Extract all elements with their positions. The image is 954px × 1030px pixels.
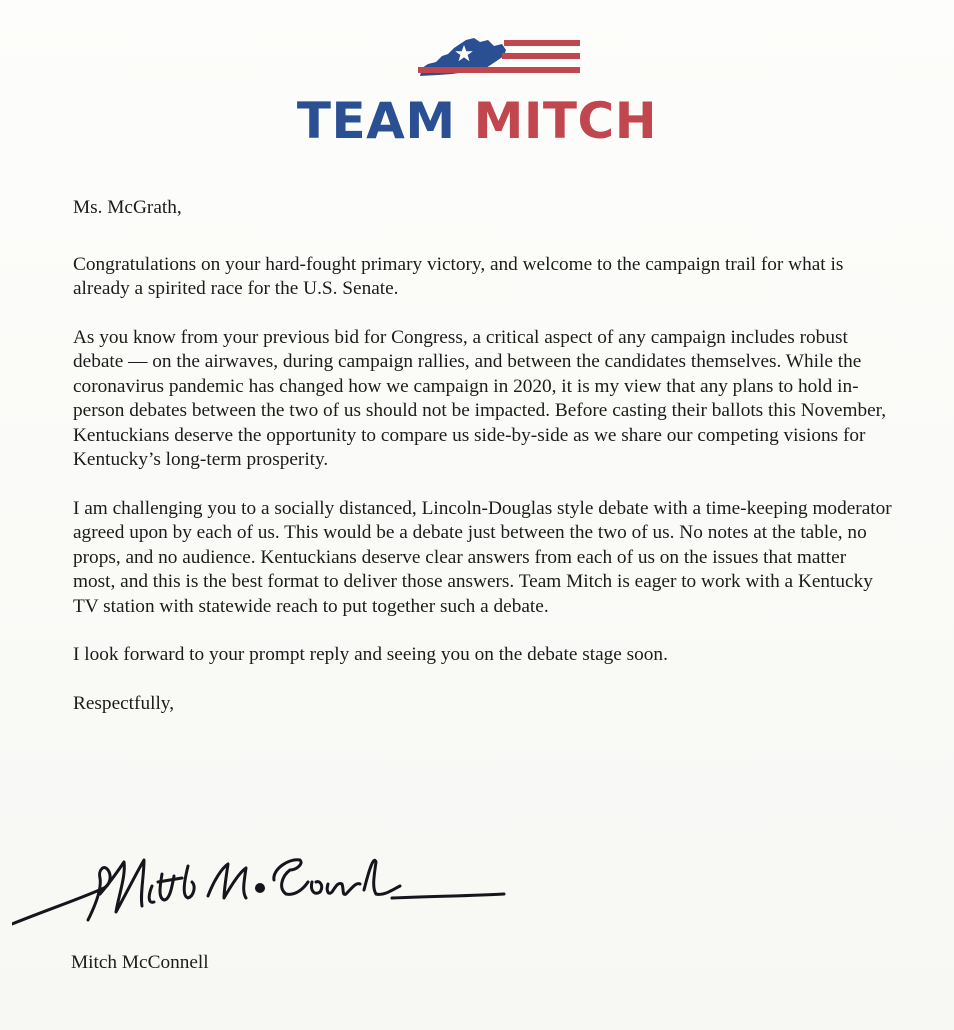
paragraph-debate-importance: As you know from your previous bid for Congress, a critical aspect of any campaign includes robust debate — on the airwaves, during campaign rallies, and between the candidates themselves. While the coronavirus pandemic has changed how we campaign in 2020, it is my view that any plans to hold in-person debates between the two of us should not be impacted. Before casting their ballots this November, Kentuckians deserve the opportunity to compare us side-by-side as we share our competing visions for Kentucky’s long-term prosperity. (73, 326, 887, 470)
paragraph-closing-remark: I look forward to your prompt reply and seeing you on the debate stage soon. (73, 644, 668, 665)
letterhead (0, 18, 954, 148)
wordmark-mitch: MITCH (473, 92, 658, 150)
closing: Respectfully, (73, 692, 175, 714)
handwritten-signature-icon (12, 846, 512, 936)
signer-name: Mitch McConnell (71, 952, 209, 973)
kentucky-flag-logo-icon (418, 38, 580, 78)
letter-body (73, 196, 893, 740)
paragraph-congratulations: Congratulations on your hard-fought primary victory, and welcome to the campaign trail for what is already a spirited race for the U.S. Senate. (73, 253, 844, 299)
salutation: Ms. McGrath, (73, 197, 182, 218)
team-mitch-wordmark (0, 92, 954, 150)
paragraph-debate-challenge: I am challenging you to a socially distanced, Lincoln-Douglas style debate with a time-keeping moderator agreed upon by each of us. This would be a debate just between the two of us. No notes at the table, no props, and no audience. Kentuckians deserve clear answers from each of us on the issues that matter most, and this is the best format to deliver those answers. Team Mitch is eager to work with a Kentucky TV station with statewide reach to put together such a debate. (73, 497, 892, 617)
wordmark-team: TEAM (296, 92, 456, 150)
